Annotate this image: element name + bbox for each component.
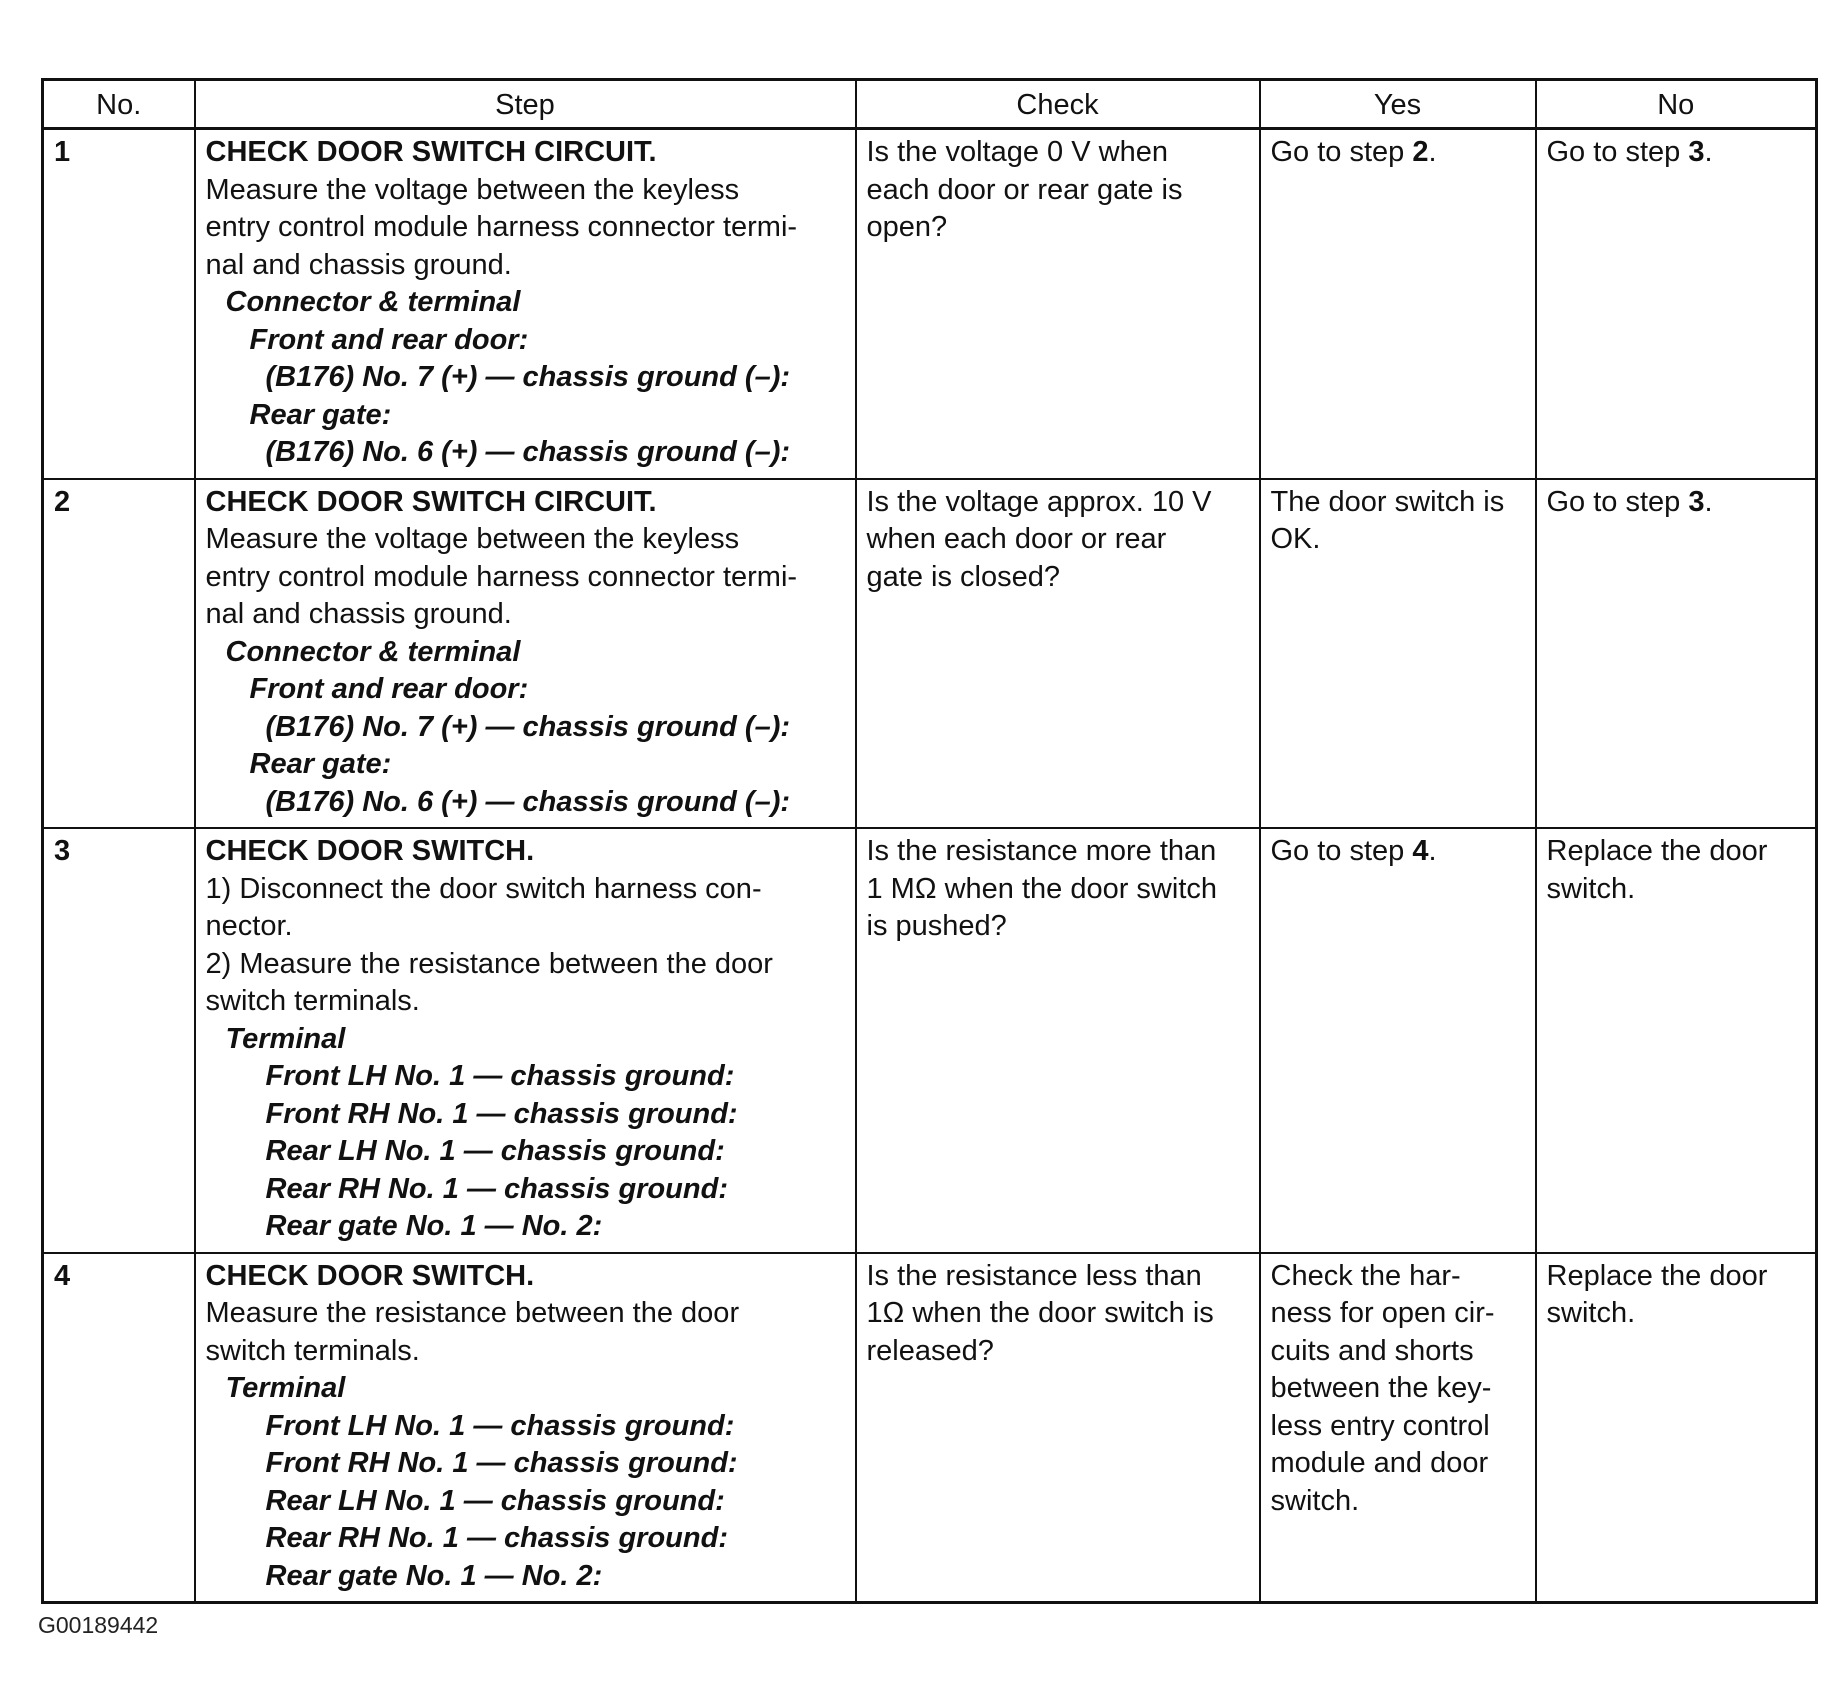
step-cell: [195, 479, 856, 829]
spec-label: Rear gate:: [249, 398, 392, 431]
step-line: Measure the voltage between the keyless: [205, 173, 740, 206]
no-cell: [1536, 1253, 1817, 1603]
yes-line: between the key-: [1270, 1372, 1492, 1404]
step-line: switch terminals.: [205, 1334, 420, 1367]
yes-line: The door switch is: [1270, 485, 1505, 518]
spec-value: Rear RH No. 1 — chassis ground:: [265, 1522, 728, 1554]
spec-value: (B176) No. 7 (+) — chassis ground (–):: [265, 361, 791, 393]
yes-period: .: [1428, 835, 1437, 867]
header-yes: Yes: [1260, 80, 1536, 129]
step-line: entry control module harness connector termi-: [205, 560, 798, 593]
spec-label: Terminal: [225, 1372, 346, 1404]
step-number: 3: [43, 828, 195, 1253]
no-text: Go to step: [1546, 136, 1689, 168]
yes-text: Go to step: [1270, 136, 1413, 168]
header-no-result: No: [1536, 80, 1817, 129]
header-row: [43, 80, 1817, 129]
header-no: No.: [43, 80, 195, 129]
no-cell: [1536, 479, 1817, 829]
spec-value: (B176) No. 7 (+) — chassis ground (–):: [265, 710, 791, 743]
table-row: [43, 129, 1817, 479]
spec-value: Rear gate No. 1 — No. 2:: [265, 1559, 603, 1592]
table-row: [43, 1253, 1817, 1603]
step-line: 1) Disconnect the door switch harness con-: [205, 872, 762, 905]
check-line: Is the resistance less than: [866, 1259, 1202, 1292]
step-line: entry control module harness connector termi-: [205, 211, 798, 243]
spec-label: Front and rear door:: [249, 673, 529, 705]
yes-line: OK.: [1270, 523, 1321, 555]
step-line: switch terminals.: [205, 985, 420, 1017]
check-line: Is the resistance more than: [866, 835, 1217, 867]
spec-label: Terminal: [225, 1022, 346, 1055]
spec-value: (B176) No. 6 (+) — chassis ground (–):: [265, 436, 791, 468]
no-cell: [1536, 828, 1817, 1253]
yes-cell: [1260, 479, 1536, 829]
yes-cell: [1260, 828, 1536, 1253]
step-cell: [195, 828, 856, 1253]
spec-value: Rear gate No. 1 — No. 2:: [265, 1210, 603, 1242]
spec-label: Connector & terminal: [225, 286, 521, 318]
yes-text: Go to step: [1270, 835, 1413, 867]
spec-value: Rear LH No. 1 — chassis ground:: [265, 1484, 725, 1517]
yes-cell: [1260, 129, 1536, 479]
step-line: Measure the voltage between the keyless: [205, 523, 740, 555]
yes-line: Check the har-: [1270, 1259, 1461, 1292]
step-line: nal and chassis ground.: [205, 248, 512, 281]
check-line: gate is closed?: [866, 560, 1060, 593]
step-number: 2: [43, 479, 195, 829]
step-line: 2) Measure the resistance between the door: [205, 947, 773, 980]
check-cell: [856, 129, 1260, 479]
spec-label: Rear gate:: [249, 748, 392, 780]
check-line: when each door or rear: [866, 523, 1167, 555]
yes-period: .: [1428, 136, 1437, 168]
spec-value: Rear LH No. 1 — chassis ground:: [265, 1135, 725, 1167]
spec-label: Front and rear door:: [249, 323, 529, 356]
check-line: open?: [866, 211, 948, 243]
no-line: switch.: [1546, 872, 1636, 905]
diagnostic-table: [41, 78, 1818, 1604]
check-line: 1Ω when the door switch is: [866, 1297, 1214, 1329]
step-title: CHECK DOOR SWITCH CIRCUIT.: [205, 136, 657, 168]
check-cell: [856, 1253, 1260, 1603]
spec-value: (B176) No. 6 (+) — chassis ground (–):: [265, 785, 791, 818]
step-number: 1: [43, 129, 195, 479]
yes-cell: [1260, 1253, 1536, 1603]
spec-value: Front RH No. 1 — chassis ground:: [265, 1447, 738, 1479]
spec-value: Front LH No. 1 — chassis ground:: [265, 1409, 735, 1442]
check-line: released?: [866, 1334, 994, 1367]
check-line: each door or rear gate is: [866, 173, 1183, 206]
no-cell: [1536, 129, 1817, 479]
step-title: CHECK DOOR SWITCH.: [205, 835, 535, 867]
table-row: [43, 828, 1817, 1253]
figure-id: G00189442: [38, 1612, 159, 1638]
table-row: [43, 479, 1817, 829]
yes-line: cuits and shorts: [1270, 1334, 1474, 1367]
check-cell: [856, 828, 1260, 1253]
step-cell: [195, 129, 856, 479]
no-line: switch.: [1546, 1297, 1636, 1329]
step-title: CHECK DOOR SWITCH.: [205, 1259, 535, 1292]
no-period: .: [1704, 136, 1713, 168]
spec-value: Front LH No. 1 — chassis ground:: [265, 1060, 735, 1092]
yes-line: module and door: [1270, 1447, 1489, 1479]
check-line: is pushed?: [866, 910, 1007, 942]
spec-value: Front RH No. 1 — chassis ground:: [265, 1097, 738, 1130]
spec-label: Connector & terminal: [225, 635, 521, 668]
yes-line: ness for open cir-: [1270, 1297, 1495, 1329]
no-period: .: [1704, 485, 1713, 518]
check-line: 1 MΩ when the door switch: [866, 872, 1218, 905]
check-cell: [856, 479, 1260, 829]
yes-step-ref: 4: [1412, 835, 1429, 867]
check-line: Is the voltage 0 V when: [866, 136, 1168, 168]
header-check: Check: [856, 80, 1260, 129]
header-step: Step: [195, 80, 856, 129]
step-cell: [195, 1253, 856, 1603]
yes-line: switch.: [1270, 1484, 1360, 1517]
step-title: CHECK DOOR SWITCH CIRCUIT.: [205, 485, 657, 518]
no-line: Replace the door: [1546, 1259, 1768, 1292]
no-step-ref: 3: [1688, 136, 1705, 168]
check-line: Is the voltage approx. 10 V: [866, 485, 1212, 518]
step-line: nal and chassis ground.: [205, 598, 512, 630]
step-line: Measure the resistance between the door: [205, 1297, 740, 1329]
yes-step-ref: 2: [1412, 136, 1429, 168]
no-text: Go to step: [1546, 485, 1689, 518]
spec-value: Rear RH No. 1 — chassis ground:: [265, 1172, 728, 1205]
no-line: Replace the door: [1546, 835, 1768, 867]
yes-line: less entry control: [1270, 1409, 1490, 1442]
step-line: nector.: [205, 910, 293, 942]
step-number: 4: [43, 1253, 195, 1603]
no-step-ref: 3: [1688, 485, 1705, 518]
